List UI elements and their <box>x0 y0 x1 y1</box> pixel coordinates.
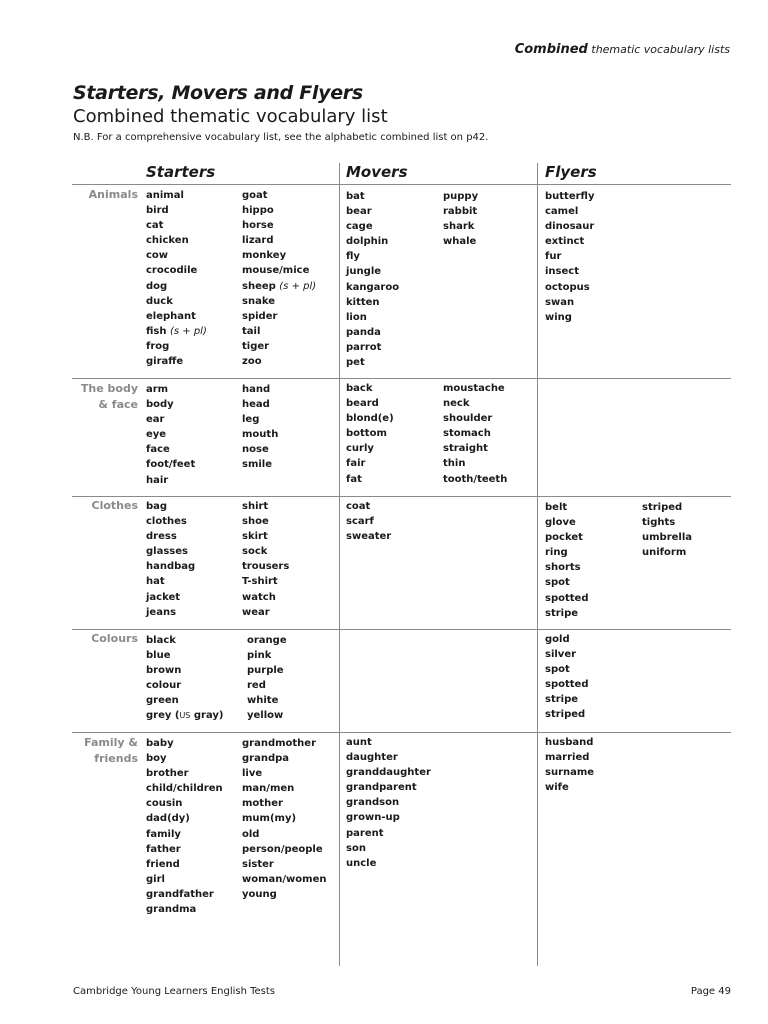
word-item: trousers <box>242 561 290 573</box>
word-list <box>443 381 507 487</box>
category-label-line: The body <box>80 382 138 395</box>
word-item: man/men <box>242 783 295 795</box>
word-item: body <box>146 399 174 411</box>
word-item: shoulder <box>443 413 493 425</box>
word-item: bird <box>146 205 169 217</box>
word-item: handbag <box>146 561 196 573</box>
word-item: daughter <box>346 752 398 764</box>
word-item: fly <box>346 251 360 263</box>
word-item: girl <box>146 873 165 885</box>
word-item: whale <box>443 236 477 248</box>
word-item: red <box>247 680 266 692</box>
word-item: bag <box>146 501 168 512</box>
word-item: fat <box>346 473 362 485</box>
word-item: jungle <box>346 266 382 278</box>
word-item: shirt <box>242 501 269 512</box>
word-item: fair <box>346 458 366 470</box>
word-item: spider <box>242 310 278 322</box>
word-list <box>545 189 594 325</box>
word-item: swan <box>545 296 575 308</box>
word-item: moustache <box>443 383 505 394</box>
word-list <box>346 735 431 871</box>
word-item: parrot <box>346 341 382 353</box>
row-divider <box>72 629 731 630</box>
page-subtitle: Combined thematic vocabulary list <box>73 106 388 127</box>
word-item: grey (US gray) <box>146 710 224 722</box>
word-item: spotted <box>545 592 589 604</box>
word-item: dog <box>146 280 168 292</box>
word-item: shark <box>443 221 475 233</box>
category-label-clothes: Clothes <box>91 499 138 512</box>
page-title: Starters, Movers and Flyers <box>73 82 363 104</box>
word-item: octopus <box>545 281 590 293</box>
word-item: stripe <box>545 694 579 706</box>
word-item: hippo <box>242 205 274 217</box>
word-item: face <box>146 444 170 456</box>
word-item: brother <box>146 768 189 780</box>
word-list <box>146 382 195 488</box>
word-item: colour <box>146 680 182 692</box>
word-list <box>545 735 594 795</box>
word-item: uncle <box>346 857 377 869</box>
word-list <box>146 188 207 369</box>
word-list <box>346 381 394 487</box>
category-label-animals: Animals <box>88 188 138 201</box>
word-item: kangaroo <box>346 281 400 293</box>
word-item: monkey <box>242 250 287 262</box>
word-item: bear <box>346 206 372 218</box>
word-item: person/people <box>242 843 323 855</box>
word-item: jacket <box>146 591 181 603</box>
word-item: straight <box>443 443 488 455</box>
word-item: extinct <box>545 236 585 248</box>
word-item: shoe <box>242 516 269 528</box>
word-item: hair <box>146 474 169 486</box>
word-item: dinosaur <box>545 221 595 233</box>
row-divider <box>72 732 731 733</box>
word-item: orange <box>247 635 287 646</box>
word-list <box>346 499 391 544</box>
word-item: jeans <box>146 606 177 618</box>
word-item: spot <box>545 664 570 676</box>
word-item: hand <box>242 384 271 395</box>
running-head-rest: thematic vocabulary lists <box>591 43 730 56</box>
word-list <box>146 633 224 724</box>
word-item: insect <box>545 266 579 278</box>
word-item: pocket <box>545 532 583 544</box>
word-item: panda <box>346 326 381 338</box>
word-item: striped <box>642 502 683 513</box>
word-item: pink <box>247 650 272 662</box>
word-item: purple <box>247 665 284 677</box>
word-item: grandpa <box>242 753 290 765</box>
word-list <box>146 736 223 917</box>
word-item: dad(dy) <box>146 813 190 825</box>
word-item: surname <box>545 767 595 779</box>
running-head-bold: Combined <box>514 42 588 57</box>
column-header-flyers: Flyers <box>545 163 597 181</box>
word-item: lion <box>346 311 367 323</box>
word-item: woman/women <box>242 873 327 885</box>
word-item: boy <box>146 753 167 765</box>
word-item: friend <box>146 858 180 870</box>
word-item: sock <box>242 546 268 558</box>
word-item: watch <box>242 591 276 603</box>
word-item: smile <box>242 459 273 471</box>
word-list <box>242 382 278 473</box>
word-item: leg <box>242 414 260 426</box>
word-item: thin <box>443 458 466 470</box>
word-list <box>242 736 326 902</box>
word-item: stomach <box>443 428 491 440</box>
word-item: frog <box>146 340 170 352</box>
word-item: cage <box>346 221 373 233</box>
word-item: T-shirt <box>242 576 278 588</box>
word-item: live <box>242 768 263 780</box>
category-label-body-face <box>72 381 138 413</box>
word-item: goat <box>242 190 268 201</box>
word-item: white <box>247 695 279 707</box>
category-label-colours: Colours <box>91 632 138 645</box>
word-item: father <box>146 843 181 855</box>
word-item: ring <box>545 547 568 559</box>
row-divider <box>72 378 731 379</box>
word-item: dolphin <box>346 236 389 248</box>
word-item: snake <box>242 295 275 307</box>
word-item: mum(my) <box>242 813 297 825</box>
word-item: elephant <box>146 310 196 322</box>
word-item: arm <box>146 384 169 395</box>
word-item: gold <box>545 634 570 645</box>
word-item: wife <box>545 782 569 794</box>
word-item: young <box>242 888 277 900</box>
word-item: clothes <box>146 516 187 528</box>
word-item: grandmother <box>242 738 317 749</box>
word-item: sheep (s + pl) <box>242 280 317 292</box>
word-item: silver <box>545 649 577 661</box>
word-item: mother <box>242 798 283 810</box>
word-item: tooth/teeth <box>443 473 508 485</box>
word-list <box>545 500 588 621</box>
word-item: brown <box>146 665 182 677</box>
word-item: old <box>242 828 260 840</box>
word-list <box>242 188 316 369</box>
page-note: N.B. For a comprehensive vocabulary list, see the alphabetic combined list on p42. <box>73 132 489 143</box>
word-item: chicken <box>146 235 189 247</box>
word-item: aunt <box>346 737 372 748</box>
column-header-starters: Starters <box>146 163 216 181</box>
word-item: wear <box>242 606 270 618</box>
word-item: yellow <box>247 710 284 722</box>
word-item: beard <box>346 398 379 410</box>
column-divider <box>537 163 538 966</box>
word-item: bat <box>346 191 365 202</box>
word-item: family <box>146 828 181 840</box>
word-item: son <box>346 842 366 854</box>
footer-page-number: Page 49 <box>690 986 731 997</box>
word-list <box>346 189 399 370</box>
word-item: zoo <box>242 356 262 368</box>
column-divider <box>339 163 340 966</box>
word-list <box>242 499 289 620</box>
word-item: duck <box>146 295 173 307</box>
word-item: grandma <box>146 904 197 916</box>
word-item: umbrella <box>642 532 693 544</box>
word-item: crocodile <box>146 265 198 277</box>
column-header-movers: Movers <box>346 163 408 181</box>
category-label-line: & face <box>98 398 138 411</box>
word-item: giraffe <box>146 356 184 368</box>
word-item: child/children <box>146 783 223 795</box>
word-item: grandson <box>346 797 400 809</box>
word-item: glove <box>545 517 576 529</box>
word-item: bottom <box>346 428 387 440</box>
word-item: hat <box>146 576 165 588</box>
category-label-line: Family & <box>84 736 138 749</box>
word-item: puppy <box>443 191 479 202</box>
word-item: wing <box>545 311 572 323</box>
word-item: glasses <box>146 546 188 558</box>
word-item: skirt <box>242 531 268 543</box>
word-item: shorts <box>545 562 581 574</box>
word-item: blue <box>146 650 171 662</box>
word-item: parent <box>346 827 384 839</box>
word-item: back <box>346 383 373 394</box>
word-list <box>443 189 478 249</box>
word-item: nose <box>242 444 269 456</box>
table-header-rule <box>72 184 731 185</box>
word-item: foot/feet <box>146 459 196 471</box>
word-list <box>642 500 692 560</box>
word-item: black <box>146 635 176 646</box>
word-item: curly <box>346 443 374 455</box>
word-item: butterfly <box>545 191 595 202</box>
word-item: married <box>545 752 590 764</box>
footer-publication: Cambridge Young Learners English Tests <box>73 986 276 997</box>
word-item: ear <box>146 414 165 426</box>
word-item: head <box>242 399 270 411</box>
word-item: mouse/mice <box>242 265 310 277</box>
word-item: fish (s + pl) <box>146 325 207 337</box>
word-item: neck <box>443 398 470 410</box>
word-item: grandfather <box>146 888 214 900</box>
word-item: horse <box>242 220 274 232</box>
category-label-family-friends <box>72 735 138 767</box>
running-head <box>515 42 730 57</box>
word-item: tail <box>242 325 261 337</box>
word-item: rabbit <box>443 206 478 218</box>
word-item: green <box>146 695 179 707</box>
word-item: pet <box>346 357 365 369</box>
word-item: granddaughter <box>346 767 431 779</box>
word-item: uniform <box>642 547 687 559</box>
category-label-line: friends <box>94 752 138 765</box>
word-item: belt <box>545 502 568 513</box>
word-list <box>545 632 588 723</box>
word-item: spotted <box>545 679 589 691</box>
word-item: stripe <box>545 607 579 619</box>
word-item: coat <box>346 501 371 512</box>
word-item: tights <box>642 517 676 529</box>
word-item: eye <box>146 429 167 441</box>
word-item: dress <box>146 531 177 543</box>
word-item: grown-up <box>346 812 400 824</box>
word-item: scarf <box>346 516 374 528</box>
word-item: cousin <box>146 798 183 810</box>
word-item: baby <box>146 738 174 749</box>
word-item: cow <box>146 250 169 262</box>
word-item: blond(e) <box>346 413 394 425</box>
word-item: husband <box>545 737 594 748</box>
word-item: camel <box>545 206 579 218</box>
word-item: animal <box>146 190 184 201</box>
word-item: kitten <box>346 296 380 308</box>
word-item: fur <box>545 251 562 263</box>
word-list <box>247 633 287 724</box>
row-divider <box>72 496 731 497</box>
word-item: lizard <box>242 235 274 247</box>
word-item: spot <box>545 577 570 589</box>
word-item: sister <box>242 858 274 870</box>
word-item: sweater <box>346 531 392 543</box>
word-item: striped <box>545 709 586 721</box>
word-item: cat <box>146 220 164 232</box>
word-item: mouth <box>242 429 279 441</box>
word-item: tiger <box>242 340 270 352</box>
word-item: grandparent <box>346 782 417 794</box>
word-list <box>146 499 195 620</box>
